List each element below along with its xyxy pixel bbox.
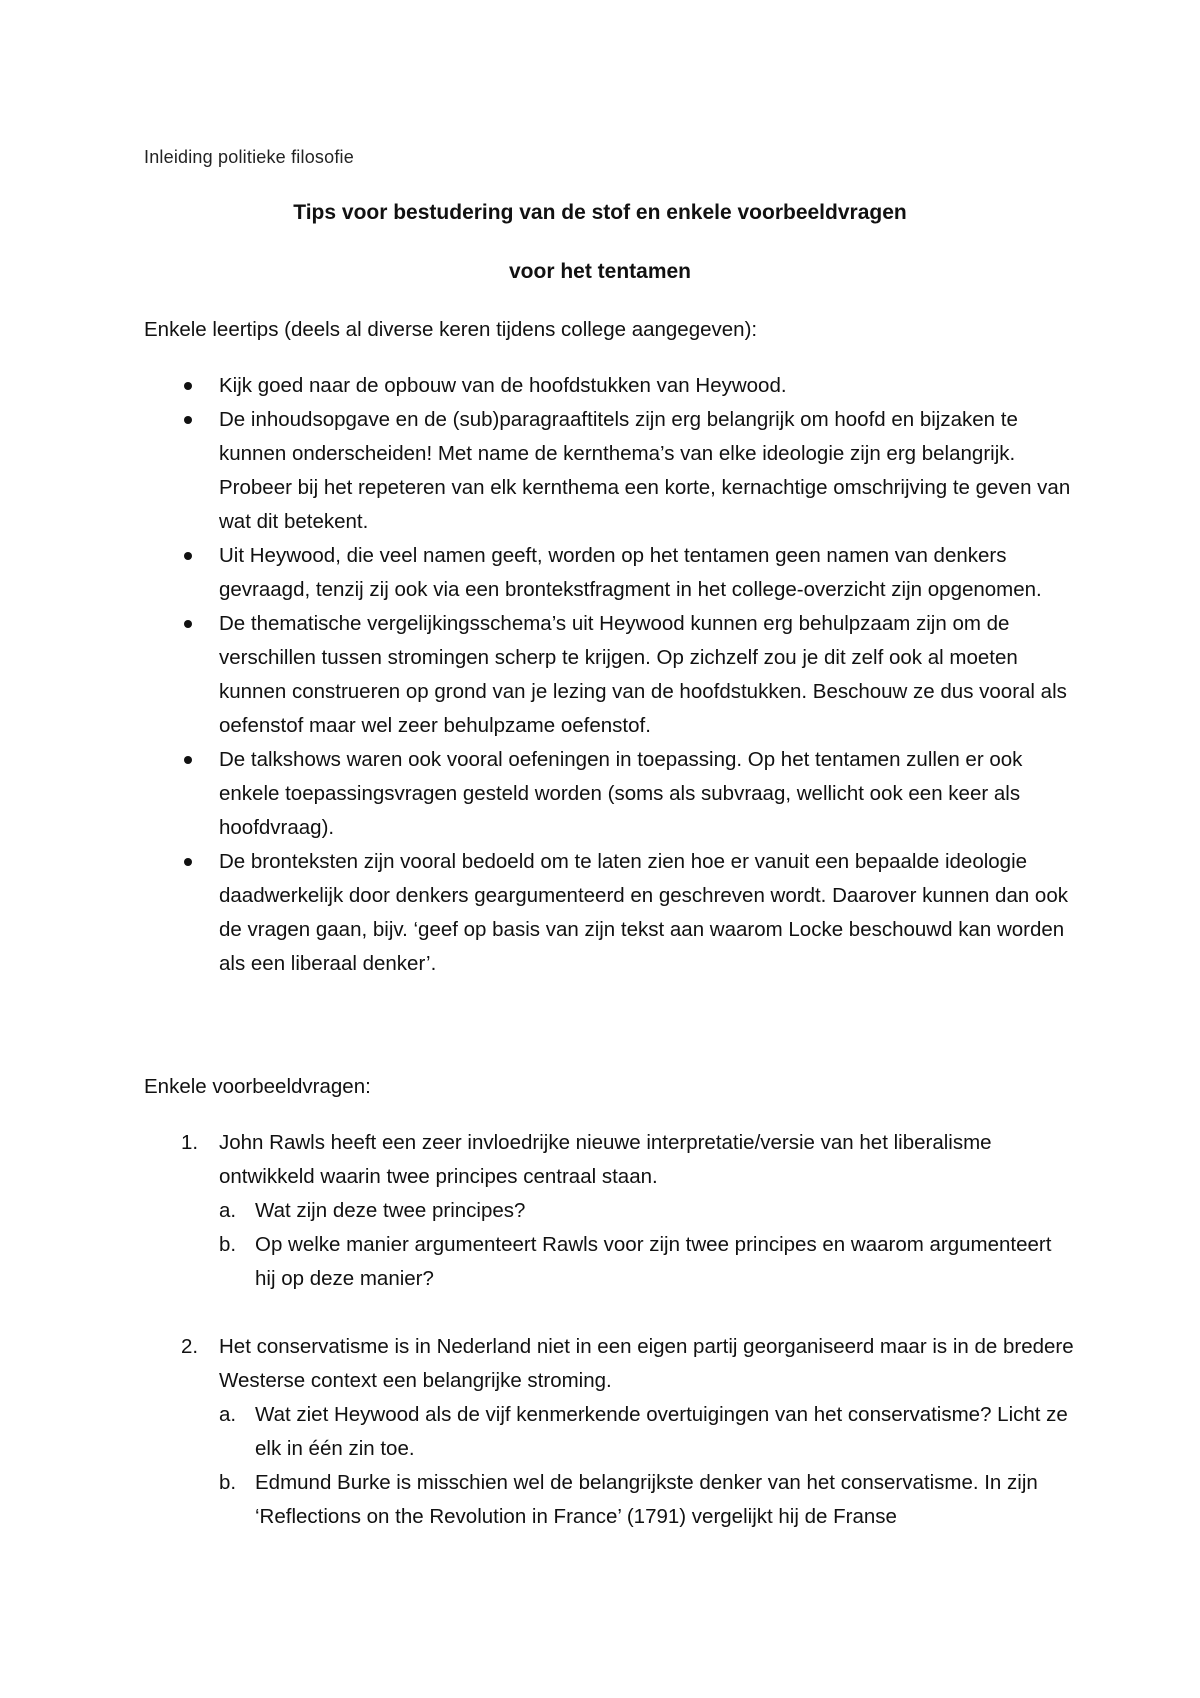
sub-question [144, 1194, 1074, 1228]
question-text: Het conservatisme is in Nederland niet in een eigen partij georganiseerd maar is in de bredere Westerse context een belangrijke stroming. [219, 1335, 1074, 1392]
sub-question-text: Op welke manier argumenteert Rawls voor zijn twee principes en waarom argumenteert hij op deze manier? [255, 1233, 1052, 1290]
tip-text: De inhoudsopgave en de (sub)paragraaftitels zijn erg belangrijk om hoofd en bijzaken te kunnen onderscheiden! Met name de kernthema’s van elke ideologie zijn erg belangrijk. Probeer bij het repeteren van elk kernthema een korte, kernachtige omschrijving te geven van wat dit betekent. [219, 408, 1071, 533]
document-title: Tips voor bestudering van de stof en enkele voorbeeldvragen [293, 201, 907, 224]
sub-question-label: b. [219, 1471, 237, 1494]
tip-text: De bronteksten zijn vooral bedoeld om te laten zien hoe er vanuit een bepaalde ideologie daadwerkelijk door denkers geargumenteerd en geschreven wordt. Daarover kunnen dan ook de vragen gaan, bijv. ‘geef op basis van zijn tekst aan waarom Locke beschouwd kan worden als een liberaal denker’. [219, 850, 1068, 975]
list-item [144, 743, 1074, 845]
list-item [144, 607, 1074, 743]
tip-text: Uit Heywood, die veel namen geeft, worden op het tentamen geen namen van denkers gevraagd, tenzij zij ook via een brontekstfragment in het college-overzicht zijn opgenomen. [219, 544, 1042, 601]
bullet-icon [184, 552, 192, 560]
questions-heading: Enkele voorbeeldvragen: [144, 1075, 371, 1098]
tip-text: Kijk goed naar de opbouw van de hoofdstukken van Heywood. [219, 374, 787, 397]
sub-question-label: b. [219, 1233, 237, 1256]
bullet-icon [184, 858, 192, 866]
sub-question-text: Wat ziet Heywood als de vijf kenmerkende overtuigingen van het conservatisme? Licht ze elk in één zin toe. [255, 1403, 1068, 1460]
tips-list [144, 369, 1074, 981]
bullet-icon [184, 416, 192, 424]
list-item [144, 403, 1074, 539]
question-2 [144, 1330, 1074, 1534]
sub-question [144, 1466, 1074, 1534]
document-title-continued: voor het tentamen [508, 260, 692, 283]
question-number: 1. [181, 1131, 199, 1154]
question-1 [144, 1126, 1074, 1296]
sub-question [144, 1228, 1074, 1296]
tips-heading: Enkele leertips (deels al diverse keren tijdens college aangegeven): [144, 318, 758, 341]
list-item [144, 539, 1074, 607]
tip-text: De talkshows waren ook vooral oefeningen in toepassing. Op het tentamen zullen er ook enkele toepassingsvragen gesteld worden (soms als subvraag, wellicht ook een keer als hoofdvraag). [219, 748, 1023, 839]
tip-text: De thematische vergelijkingsschema’s uit Heywood kunnen erg behulpzaam zijn om de verschillen tussen stromingen scherp te krijgen. Op zichzelf zou je dit zelf ook al moeten kunnen construeren op grond van je lezing van de hoofdstukken. Beschouw ze dus vooral als oefenstof maar wel zeer behulpzame oefenstof. [219, 612, 1067, 737]
sub-question-label: a. [219, 1403, 237, 1426]
sub-question [144, 1398, 1074, 1466]
sub-question-label: a. [219, 1199, 237, 1222]
sub-question-text: Wat zijn deze twee principes? [255, 1199, 526, 1222]
sub-question-text: Edmund Burke is misschien wel de belangrijkste denker van het conservatisme. In zijn ‘Reflections on the Revolution in France’ (1791) vergelijkt hij de Franse [255, 1471, 1038, 1528]
course-name: Inleiding politieke filosofie [144, 147, 354, 167]
question-text: John Rawls heeft een zeer invloedrijke nieuwe interpretatie/versie van het liberalisme ontwikkeld waarin twee principes centraal staan. [219, 1131, 992, 1188]
list-item [144, 369, 1074, 403]
bullet-icon [184, 756, 192, 764]
list-item [144, 845, 1074, 981]
bullet-icon [184, 382, 192, 390]
bullet-icon [184, 620, 192, 628]
question-number: 2. [181, 1335, 199, 1358]
